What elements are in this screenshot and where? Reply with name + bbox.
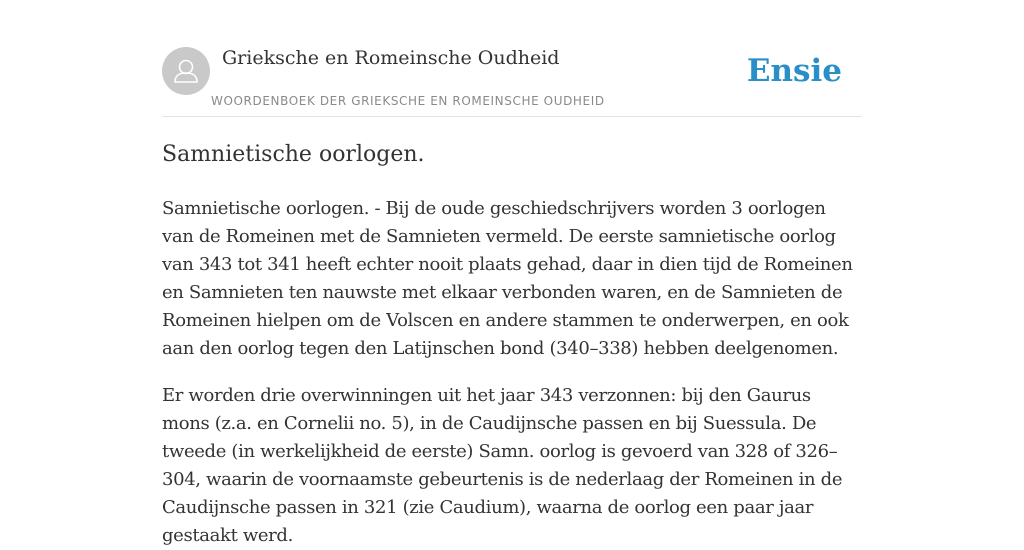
- brand-logo[interactable]: Ensie: [746, 53, 842, 89]
- source-title[interactable]: Grieksche en Romeinsche Oudheid: [222, 47, 560, 69]
- article-paragraph: Samnietische oorlogen. - Bij de oude geschiedschrijvers worden 3 oorlogen van de Romeinen met de Samnieten vermeld. De eerste samnietische oorlog van 343 tot 341 heeft echter nooit plaats gehad, daar in dien tijd de Romeinen en Samnieten ten nauwste met elkaar verbonden waren, en de Samnieten de Romeinen hielpen om de Volscen en andere stammen te onderwerpen, en ook aan den oorlog tegen den Latijnschen bond (340–338) hebben deelgenomen.: [162, 198, 853, 359]
- source-header: [162, 46, 862, 117]
- article: [162, 139, 862, 550]
- avatar[interactable]: [162, 47, 210, 95]
- article-paragraph: Er worden drie overwinningen uit het jaar 343 verzonnen: bij den Gaurus mons (z.a. en Cornelii no. 5), in de Caudijnsche passen en bij Suessula. De tweede (in werkelijkheid de eerste) Samn. oorlog is gevoerd van 328 of 326–304, waarin de voornaamste gebeurtenis is de nederlaag der Romeinen in de Caudijnsche passen in 321 (zie Caudium), waarna de oorlog een paar jaar gestaakt werd.: [162, 385, 843, 546]
- source-subtitle[interactable]: WOORDENBOEK DER GRIEKSCHE EN ROMEINSCHE OUDHEID: [211, 94, 605, 108]
- user-silhouette-icon: [162, 47, 210, 95]
- article-title: Samnietische oorlogen.: [162, 142, 425, 167]
